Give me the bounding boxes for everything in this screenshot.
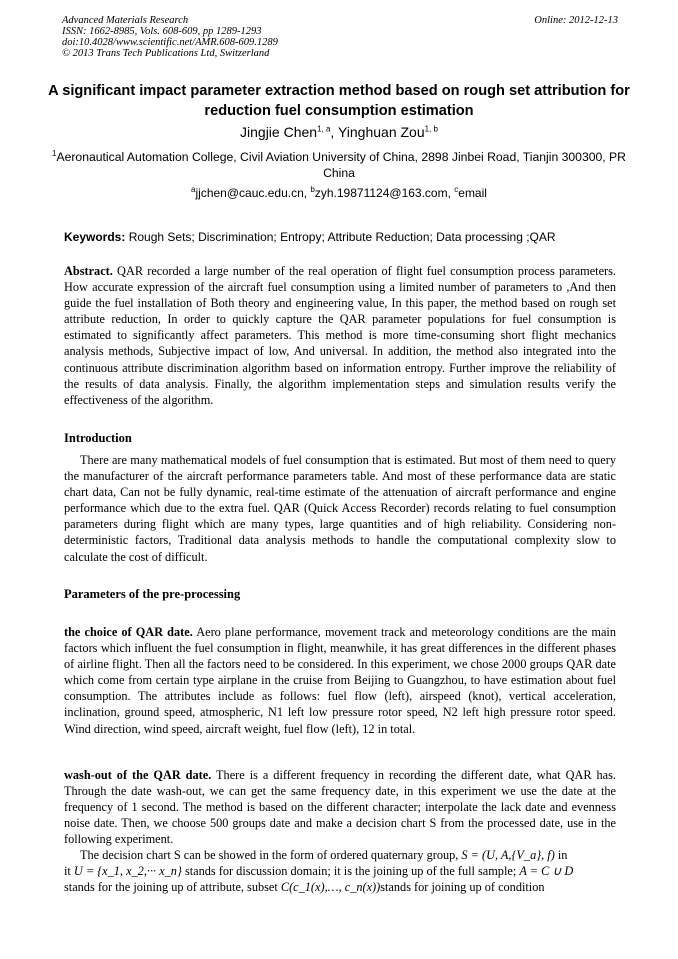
- decision-chart-text: stands for joining up of condition: [380, 880, 545, 895]
- section-heading-preprocessing: Parameters of the pre-processing: [64, 587, 241, 601]
- choice-text: Aero plane performance, movement track and meteorology conditions are the main factors which influent the fuel consumption in flight, meanwhile, it has great differences in the different phases of airline flight. Then all the factors need to be considered. In this experiment, we chose 2000 groups QAR date which come from certain type airplane in the cruise from Beijing to Guangzhou, to have estimation about fuel consumption. The attributes include as follows: fuel flow (left), airspeed (knot), vertical acceleration, inclination, ground speed, atmospheric, N1 left low pressure rotor speed, N2 left high pressure rotor speed. Wind direction, wind speed, aircraft weight, fuel flow (left), 12 in total.: [64, 625, 616, 736]
- author-line: [40, 123, 638, 141]
- formula-attribute-set: A = C ∪ D: [519, 864, 574, 879]
- formula-quaternary-group: S = (U, A,{V_a}, f): [461, 848, 555, 862]
- washout-paragraph: [64, 767, 616, 847]
- affiliation-mark: 1: [52, 148, 57, 158]
- introduction-paragraph: There are many mathematical models of fuel consumption that is estimated. But most of them need to query the manufacturer of the aircraft performance parameters table. And most of these performance data are static chart data, Can not be fully dynamic, real-time estimate of the attenuation of aircraft performance and engine performance which due to the extra fuel. QAR (Quick Access Recorder) records relating to fuel consumption parameters during flight which are many types, large quantities and of high reliability. Considering non-deterministic factors, Traditional data analysis methods to handle the computational complexity slow to calculate the cost of difficult.: [64, 453, 616, 564]
- abstract-text: QAR recorded a large number of the real operation of flight fuel consumption process parameters. How accurate expression of the aircraft fuel consumption using a limited number of parameters to ,And then guide the fuel installation of Both theory and engineering value, In this paper, the method based on rough set attribute reduction, In order to quickly capture the QAR parameter populations for fuel consumption is estimated to significantly affect parameters. This method is more time-consuming short flight mechanics analysis methods, Subjective impact of low, And universal. In addition, the method also integrated into the continuous attribute discrimination algorithm based on information entropy. Further improve the reliability of the results of data analysis. Finally, the algorithm implementation steps and simulation results verify the effectiveness of the algorithm.: [64, 264, 616, 407]
- journal-name: Advanced Materials Research: [62, 15, 189, 26]
- section-heading-introduction: Introduction: [64, 431, 132, 445]
- decision-chart-text: in: [554, 848, 568, 862]
- email-address: zyh.19871124@163.com,: [314, 186, 455, 200]
- running-header: [62, 15, 618, 59]
- issn-line: ISSN: 1662-8985, Vols. 608-609, pp 1289-1293: [62, 26, 262, 37]
- decision-chart-text: stands for the joining up of attribute, subset: [64, 880, 281, 895]
- email-mark: c: [454, 185, 459, 194]
- formula-condition-subset: C(c_1(x),…, c_n(x)): [280, 880, 381, 895]
- choice-label: the choice of QAR date.: [64, 625, 193, 639]
- email-mark: a: [191, 185, 196, 194]
- author-separator: ,: [330, 124, 338, 140]
- paper-title: A significant impact parameter extraction method based on rough set attribution for reduction fuel consumption estimation: [48, 83, 630, 119]
- decision-chart-line: [64, 863, 616, 879]
- author-affil-mark: 1, a: [317, 124, 331, 134]
- decision-chart-text: The decision chart S can be showed in the form of ordered quaternary group,: [80, 848, 459, 862]
- decision-chart-text: stands for discussion domain; it is the joining up of the full sample;: [181, 864, 520, 879]
- keywords-label: Keywords:: [64, 230, 126, 244]
- copyright-line: © 2013 Trans Tech Publications Ltd, Switzerland: [62, 48, 270, 59]
- keywords: [64, 229, 616, 245]
- email-line: [40, 185, 638, 201]
- affiliation: [40, 149, 638, 181]
- author-name: Jingjie Chen: [240, 124, 318, 140]
- decision-chart-line: [64, 879, 616, 895]
- decision-chart-paragraph: [64, 847, 616, 895]
- email-address: email: [458, 186, 487, 200]
- formula-domain: U = {x_1, x_2,··· x_n}: [73, 864, 182, 879]
- decision-chart-text: it: [64, 864, 74, 879]
- author-affil-mark: 1, b: [424, 124, 438, 134]
- affiliation-text: Aeronautical Automation College, Civil Aviation University of China, 2898 Jinbei Road, Tianjin 300300, PR China: [56, 150, 626, 180]
- abstract: [64, 263, 616, 408]
- choice-paragraph: [64, 624, 616, 737]
- email-mark: b: [310, 185, 315, 194]
- online-date: Online: 2012-12-13: [534, 15, 618, 26]
- washout-label: wash-out of the QAR date.: [64, 768, 212, 782]
- author-name: Yinghuan Zou: [337, 124, 425, 140]
- washout-text: There is a different frequency in recording the different date, what QAR has. Through the date wash-out, we can get the same frequency date, in this experiment we use the date at the frequency of 1 second. The method is based on the different character; interpolate the lack date and evenness noise date. Then, we choose 500 groups date and make a decision chart S from the processed date, use in the following experiment.: [64, 768, 616, 847]
- doi-line: doi:10.4028/www.scientific.net/AMR.608-609.1289: [62, 37, 278, 48]
- keywords-text: Rough Sets; Discrimination; Entropy; Attribute Reduction; Data processing ;QAR: [125, 230, 556, 244]
- decision-chart-line: [64, 847, 616, 863]
- email-address: jjchen@cauc.edu.cn,: [195, 186, 311, 200]
- abstract-label: Abstract.: [64, 264, 113, 278]
